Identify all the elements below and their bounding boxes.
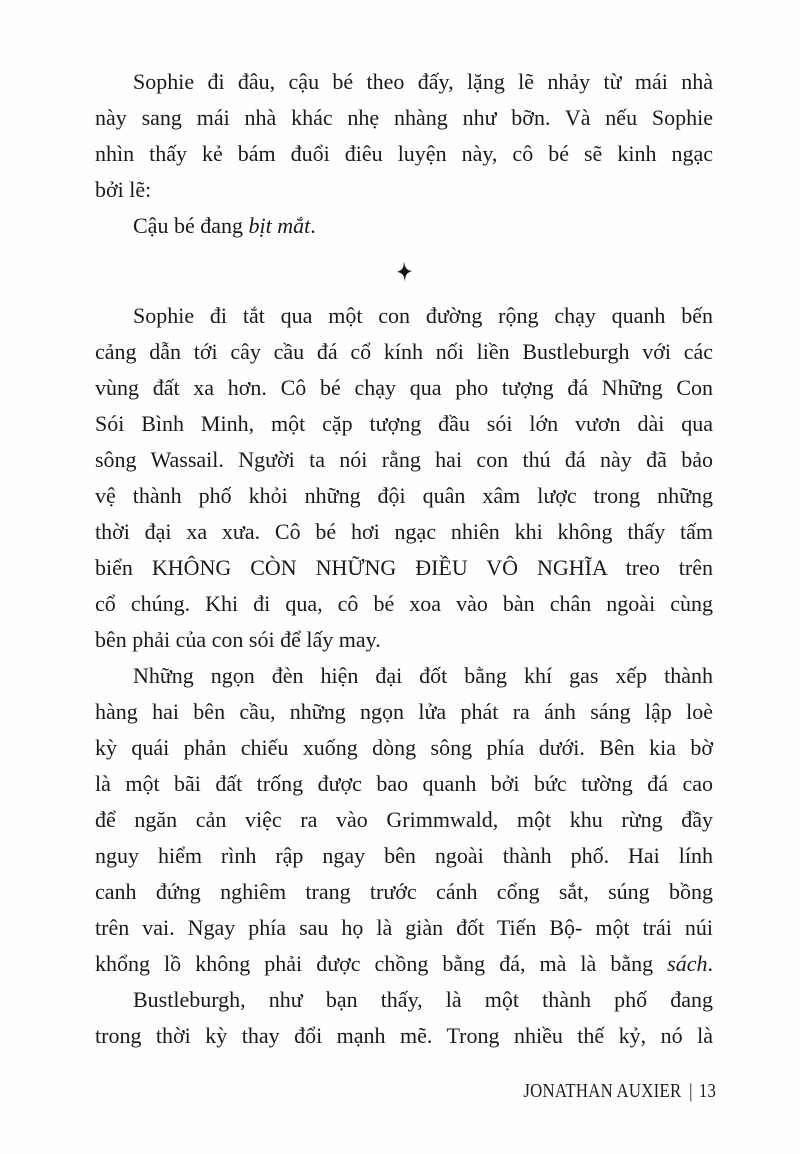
- text-segment: bởi lẽ:: [95, 177, 152, 202]
- text-line: [95, 64, 713, 100]
- text-segment: cổ chúng. Khi đi qua, cô bé xoa vào bàn chân ngoài cùng: [95, 591, 713, 616]
- text-line: [95, 208, 713, 244]
- text-segment: biển KHÔNG CÒN NHỮNG ĐIỀU VÔ NGHĨA treo trên: [95, 555, 713, 580]
- text-segment: thời đại xa xưa. Cô bé hơi ngạc nhiên khi không thấy tấm: [95, 519, 713, 544]
- text-line: [95, 766, 713, 802]
- text-segment: cảng dẫn tới cây cầu đá cổ kính nối liền Bustleburgh với các: [95, 339, 713, 364]
- text-segment: trong thời kỳ thay đổi mạnh mẽ. Trong nhiều thế kỷ, nó là: [95, 1023, 713, 1048]
- text-line: [95, 334, 713, 370]
- italic-text-segment: bịt mắt: [248, 213, 311, 238]
- page-text-container: [95, 64, 713, 1054]
- text-line: [95, 1018, 713, 1054]
- text-line: [95, 514, 713, 550]
- text-segment: này sang mái nhà khác nhẹ nhàng như bỡn. Và nếu Sophie: [95, 105, 713, 130]
- text-line: [95, 730, 713, 766]
- text-segment: để ngăn cản việc ra vào Grimmwald, một khu rừng đầy: [95, 807, 713, 832]
- text-segment: nhìn thấy kẻ bám đuổi điêu luyện này, cô bé sẽ kinh ngạc: [95, 141, 713, 166]
- text-line: [95, 802, 713, 838]
- text-line: [95, 136, 713, 172]
- section-divider: [95, 244, 713, 298]
- italic-text-segment: sách: [667, 951, 708, 976]
- text-line: [95, 874, 713, 910]
- text-line: [95, 172, 713, 208]
- text-segment: Cậu bé đang: [133, 213, 249, 238]
- four-pointed-star-icon: [396, 260, 412, 282]
- text-segment: Sói Bình Minh, một cặp tượng đầu sói lớn vươn dài qua: [95, 411, 713, 436]
- text-line: [95, 406, 713, 442]
- text-line: [95, 838, 713, 874]
- text-segment: canh đứng nghiêm trang trước cánh cổng sắt, súng bồng: [95, 879, 713, 904]
- text-line: [95, 370, 713, 406]
- footer-author: JONATHAN AUXIER: [523, 1081, 682, 1102]
- text-line: [95, 550, 713, 586]
- text-line: [95, 982, 713, 1018]
- text-segment: Bustleburgh, như bạn thấy, là một thành phố đang: [133, 987, 713, 1012]
- text-line: [95, 586, 713, 622]
- text-segment: vùng đất xa hơn. Cô bé chạy qua pho tượng đá Những Con: [95, 375, 713, 400]
- text-segment: Sophie đi đâu, cậu bé theo đấy, lặng lẽ nhảy từ mái nhà: [133, 69, 713, 94]
- text-segment: sông Wassail. Người ta nói rằng hai con thú đá này đã bảo: [95, 447, 713, 472]
- text-segment: là một bãi đất trống được bao quanh bởi bức tường đá cao: [95, 771, 713, 796]
- text-segment: .: [310, 213, 316, 238]
- text-segment: vệ thành phố khỏi những đội quân xâm lược trong những: [95, 483, 713, 508]
- text-segment: trên vai. Ngay phía sau họ là giàn đốt Tiến Bộ- một trái núi: [95, 915, 713, 940]
- text-segment: khổng lồ không phải được chồng bằng đá, mà là bằng: [95, 951, 668, 976]
- text-segment: .: [707, 951, 713, 976]
- text-line: [95, 442, 713, 478]
- footer-page-number: 13: [698, 1081, 716, 1102]
- text-line: [95, 910, 713, 946]
- text-line: [95, 100, 713, 136]
- text-segment: kỳ quái phản chiếu xuống dòng sông phía dưới. Bên kia bờ: [95, 735, 713, 760]
- text-line: [95, 298, 713, 334]
- text-line: [95, 658, 713, 694]
- text-segment: Sophie đi tắt qua một con đường rộng chạy quanh bến: [133, 303, 713, 328]
- page-footer: [523, 1080, 716, 1104]
- text-line: [95, 694, 713, 730]
- text-segment: Những ngọn đèn hiện đại đốt bằng khí gas xếp thành: [133, 663, 713, 688]
- text-line: [95, 946, 713, 982]
- text-segment: bên phải của con sói để lấy may.: [95, 627, 381, 652]
- footer-separator: |: [689, 1081, 693, 1102]
- text-segment: nguy hiểm rình rập ngay bên ngoài thành phố. Hai lính: [95, 843, 713, 868]
- text-line: [95, 478, 713, 514]
- text-line: [95, 622, 713, 658]
- text-segment: hàng hai bên cầu, những ngọn lửa phát ra ánh sáng lập loè: [95, 699, 713, 724]
